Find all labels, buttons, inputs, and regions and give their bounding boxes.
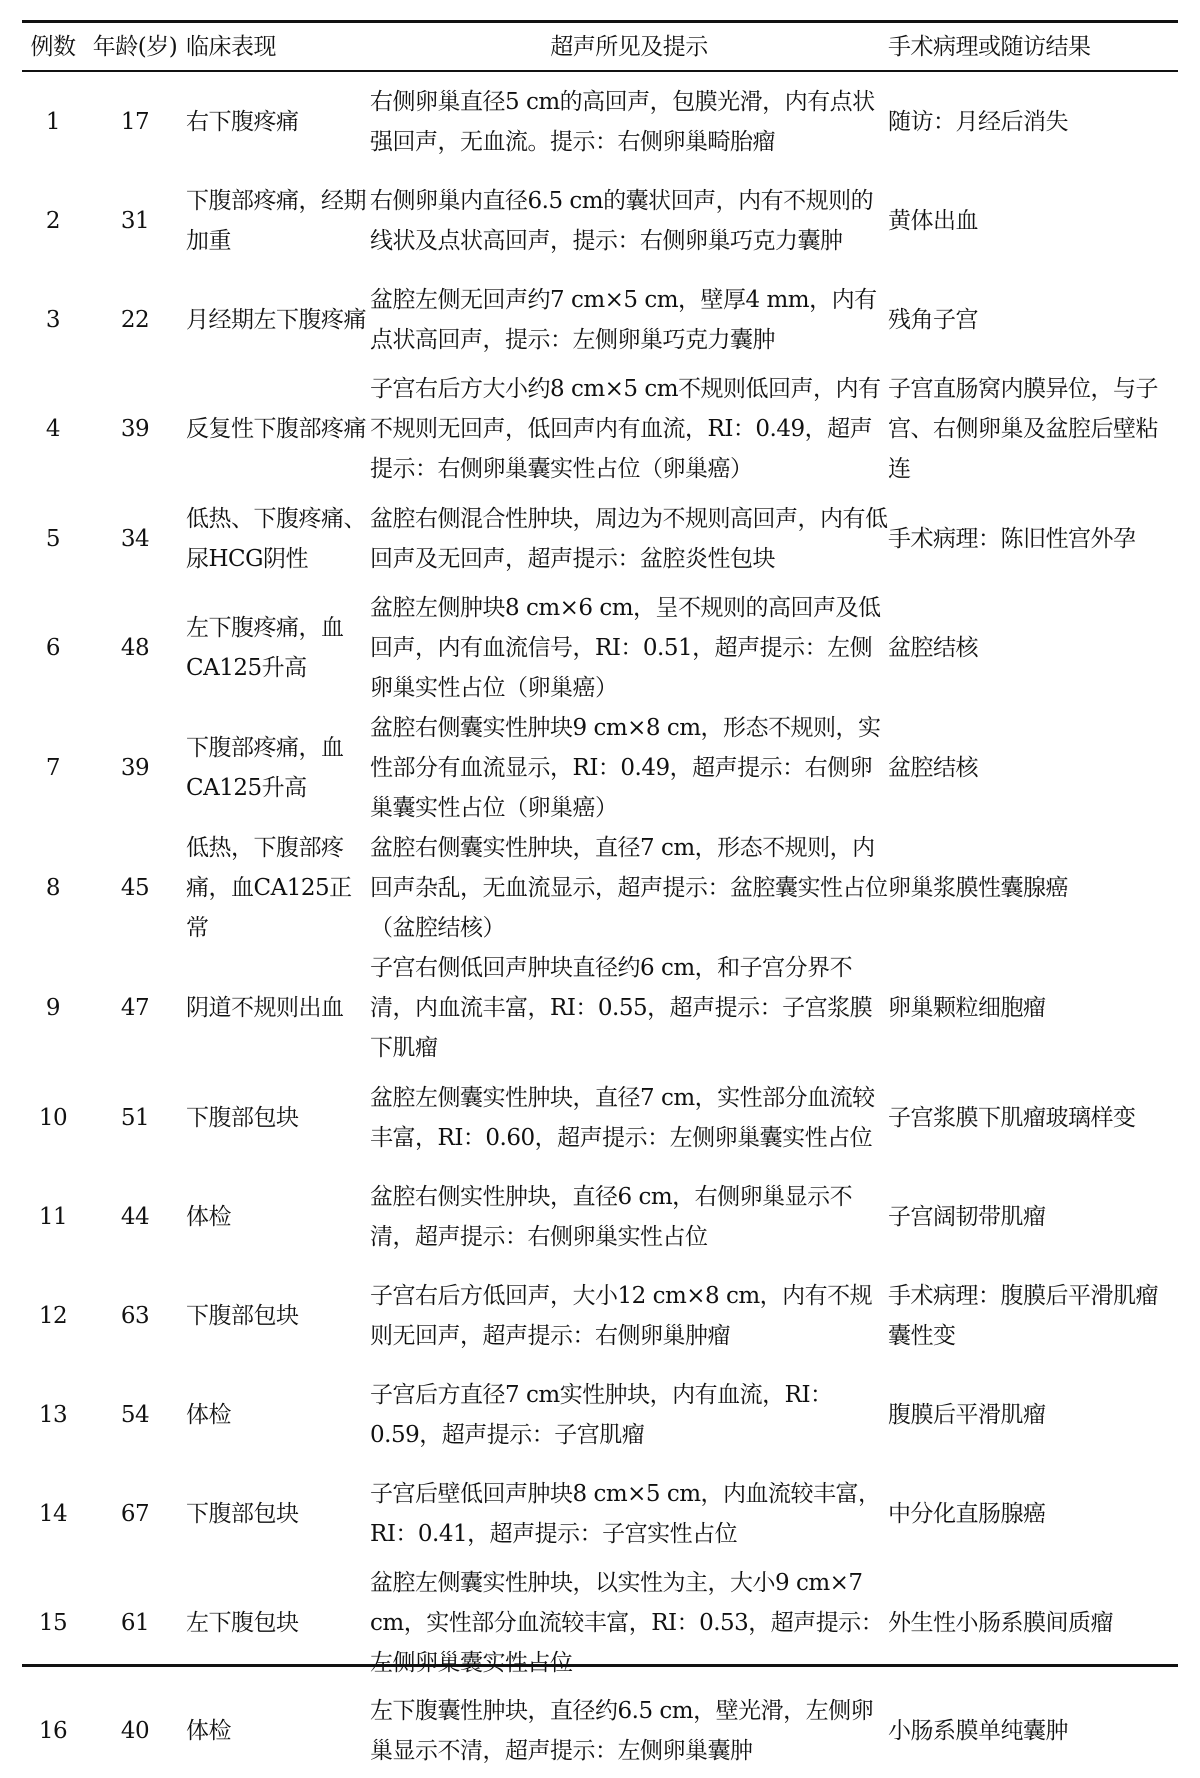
cell-case-number: 6 xyxy=(45,635,61,661)
cell-surgical-result: 外生性小肠系膜间质瘤 xyxy=(888,1610,1113,1636)
cell-surgical-result: 卵巢浆膜性囊腺癌 xyxy=(888,875,1068,901)
cell-age: 44 xyxy=(120,1203,150,1230)
cell-age: 61 xyxy=(120,1610,150,1636)
cell-case-number: 9 xyxy=(45,995,61,1021)
cell-ultrasound-findings: 子宫右后方大小约8 cm×5 cm不规则低回声，内有不规则无回声，低回声内有血流，RI：0.49，超声提示：右侧卵巢囊实性占位（卵巢癌） xyxy=(370,376,881,482)
table-row xyxy=(22,588,1178,708)
cell-surgical-result: 子宫直肠窝内膜异位，与子宫、右侧卵巢及盆腔后壁粘连 xyxy=(888,376,1158,482)
cell-ultrasound-findings: 左下腹囊性肿块，直径约6.5 cm，壁光滑，左侧卵巢显示不清，超声提示：左侧卵巢囊肿 xyxy=(370,1697,874,1764)
cell-case-number: 14 xyxy=(38,1500,68,1527)
cell-ultrasound-findings: 盆腔左侧肿块8 cm×6 cm，呈不规则的高回声及低回声，内有血流信号，RI：0.51，超声提示：左侧卵巢实性占位（卵巢癌） xyxy=(370,595,881,701)
cell-surgical-result: 黄体出血 xyxy=(888,207,978,234)
cell-ultrasound-findings: 盆腔右侧囊实性肿块，直径7 cm，形态不规则，内回声杂乱，无血流显示，超声提示：盆腔囊实性占位（盆腔结核） xyxy=(370,835,888,941)
cell-ultrasound-findings: 子宫右后方低回声，大小12 cm×8 cm，内有不规则无回声，超声提示：右侧卵巢肿瘤 xyxy=(370,1282,873,1349)
cell-clinical-symptoms: 低热、下腹疼痛、尿HCG阴性 xyxy=(186,505,366,572)
cell-surgical-result: 手术病理：腹膜后平滑肌瘤囊性变 xyxy=(888,1282,1158,1349)
table-row xyxy=(22,948,1178,1068)
cell-case-number: 12 xyxy=(38,1302,68,1329)
cell-ultrasound-findings: 右侧卵巢内直径6.5 cm的囊状回声，内有不规则的线状及点状高回声，提示：右侧卵巢巧克力囊肿 xyxy=(370,187,874,254)
cell-surgical-result: 随访：月经后消失 xyxy=(888,108,1068,135)
cell-surgical-result: 手术病理：陈旧性宫外孕 xyxy=(888,525,1136,552)
cell-clinical-symptoms: 反复性下腹部疼痛 xyxy=(186,416,366,442)
cell-age: 63 xyxy=(120,1302,150,1329)
cell-ultrasound-findings: 盆腔右侧囊实性肿块9 cm×8 cm，形态不规则，实性部分有血流显示，RI：0.49，超声提示：右侧卵巢囊实性占位（卵巢癌） xyxy=(370,715,881,821)
table-row xyxy=(22,72,1178,171)
table-row xyxy=(22,369,1178,489)
table-body xyxy=(22,72,1178,1778)
cell-surgical-result: 子宫浆膜下肌瘤玻璃样变 xyxy=(888,1104,1136,1131)
cell-clinical-symptoms: 下腹部疼痛，经期加重 xyxy=(186,187,366,254)
cell-age: 67 xyxy=(120,1500,150,1527)
cell-ultrasound-findings: 盆腔右侧混合性肿块，周边为不规则高回声，内有低回声及无回声，超声提示：盆腔炎性包块 xyxy=(370,505,888,572)
cell-surgical-result: 子宫阔韧带肌瘤 xyxy=(888,1203,1046,1230)
cell-age: 31 xyxy=(120,207,150,234)
cell-clinical-symptoms: 右下腹疼痛 xyxy=(186,108,299,135)
cell-clinical-symptoms: 阴道不规则出血 xyxy=(186,995,344,1021)
cell-surgical-result: 盆腔结核 xyxy=(888,635,978,661)
table-header-row xyxy=(22,23,1178,70)
cell-clinical-symptoms: 低热，下腹部疼痛，血CA125正常 xyxy=(186,835,352,941)
cell-age: 48 xyxy=(120,635,150,661)
cell-age: 45 xyxy=(120,875,150,901)
table-row xyxy=(22,171,1178,270)
cell-case-number: 13 xyxy=(38,1401,68,1428)
cell-case-number: 15 xyxy=(38,1610,68,1636)
cell-clinical-symptoms: 下腹部包块 xyxy=(186,1104,299,1131)
cell-surgical-result: 盆腔结核 xyxy=(888,755,978,781)
table-row xyxy=(22,1683,1178,1778)
cell-case-number: 4 xyxy=(45,416,61,442)
cell-age: 47 xyxy=(120,995,150,1021)
header-ultrasound-findings: 超声所见及提示 xyxy=(550,33,708,60)
cell-age: 39 xyxy=(120,755,150,781)
table-row xyxy=(22,1068,1178,1167)
cell-surgical-result: 中分化直肠腺癌 xyxy=(888,1500,1046,1527)
cell-age: 22 xyxy=(120,306,150,333)
cell-ultrasound-findings: 盆腔右侧实性肿块，直径6 cm，右侧卵巢显示不清，超声提示：右侧卵巢实性占位 xyxy=(370,1183,853,1250)
cell-case-number: 1 xyxy=(45,108,61,135)
cell-clinical-symptoms: 下腹部包块 xyxy=(186,1302,299,1329)
cell-ultrasound-findings: 子宫右侧低回声肿块直径约6 cm，和子宫分界不清，内血流丰富，RI：0.55，超声提示：子宫浆膜下肌瘤 xyxy=(370,955,873,1061)
cell-ultrasound-findings: 子宫后壁低回声肿块8 cm×5 cm，内血流较丰富，RI：0.41，超声提示：子宫实性占位 xyxy=(370,1480,881,1547)
cell-clinical-symptoms: 左下腹疼痛，血CA125升高 xyxy=(186,615,344,681)
cell-case-number: 11 xyxy=(38,1203,68,1230)
cell-ultrasound-findings: 右侧卵巢直径5 cm的高回声，包膜光滑，内有点状强回声，无血流。提示：右侧卵巢畸胎瘤 xyxy=(370,88,875,155)
cell-case-number: 3 xyxy=(45,306,61,333)
cell-surgical-result: 卵巢颗粒细胞瘤 xyxy=(888,995,1046,1021)
table-row xyxy=(22,1464,1178,1563)
cell-age: 17 xyxy=(120,108,150,135)
cell-surgical-result: 腹膜后平滑肌瘤 xyxy=(888,1401,1046,1428)
table-row xyxy=(22,1365,1178,1464)
cell-clinical-symptoms: 月经期左下腹疼痛 xyxy=(186,306,366,333)
table-row xyxy=(22,489,1178,588)
table-row xyxy=(22,828,1178,948)
table-row xyxy=(22,708,1178,828)
cell-ultrasound-findings: 盆腔左侧囊实性肿块，直径7 cm，实性部分血流较丰富，RI：0.60，超声提示：左侧卵巢囊实性占位 xyxy=(370,1084,875,1151)
table-row xyxy=(22,270,1178,369)
cell-clinical-symptoms: 下腹部包块 xyxy=(186,1500,299,1527)
cell-age: 34 xyxy=(120,525,150,552)
table-row xyxy=(22,1167,1178,1266)
table-row xyxy=(22,1266,1178,1365)
cell-surgical-result: 残角子宫 xyxy=(888,306,978,333)
header-clinical-symptoms: 临床表现 xyxy=(186,33,276,60)
cell-ultrasound-findings: 盆腔左侧无回声约7 cm×5 cm，壁厚4 mm，内有点状高回声，提示：左侧卵巢巧克力囊肿 xyxy=(370,286,877,353)
header-surgical-result: 手术病理或随访结果 xyxy=(888,33,1091,60)
cell-surgical-result: 小肠系膜单纯囊肿 xyxy=(888,1717,1068,1744)
cell-age: 39 xyxy=(120,416,150,442)
cell-ultrasound-findings: 盆腔左侧囊实性肿块，以实性为主，大小9 cm×7 cm，实性部分血流较丰富，RI：0.53，超声提示：左侧卵巢囊实性占位 xyxy=(370,1570,884,1676)
cell-case-number: 5 xyxy=(45,525,61,552)
cell-age: 40 xyxy=(120,1717,150,1744)
cell-case-number: 7 xyxy=(45,755,61,781)
cell-clinical-symptoms: 体检 xyxy=(186,1717,231,1744)
cell-age: 54 xyxy=(120,1401,150,1428)
cell-age: 51 xyxy=(120,1104,150,1131)
cell-clinical-symptoms: 左下腹包块 xyxy=(186,1610,299,1636)
table-row xyxy=(22,1563,1178,1683)
cell-case-number: 10 xyxy=(38,1104,68,1131)
cell-case-number: 16 xyxy=(38,1717,68,1744)
cell-case-number: 2 xyxy=(45,207,61,234)
cell-clinical-symptoms: 体检 xyxy=(186,1401,231,1428)
cell-clinical-symptoms: 体检 xyxy=(186,1203,231,1230)
cell-clinical-symptoms: 下腹部疼痛，血CA125升高 xyxy=(186,735,344,801)
cell-case-number: 8 xyxy=(45,875,61,901)
header-case-number: 例数 xyxy=(30,33,76,60)
header-age: 年龄(岁) xyxy=(92,33,178,60)
case-table xyxy=(22,23,1178,1778)
cell-ultrasound-findings: 子宫后方直径7 cm实性肿块，内有血流，RI：0.59，超声提示：子宫肌瘤 xyxy=(370,1381,833,1448)
